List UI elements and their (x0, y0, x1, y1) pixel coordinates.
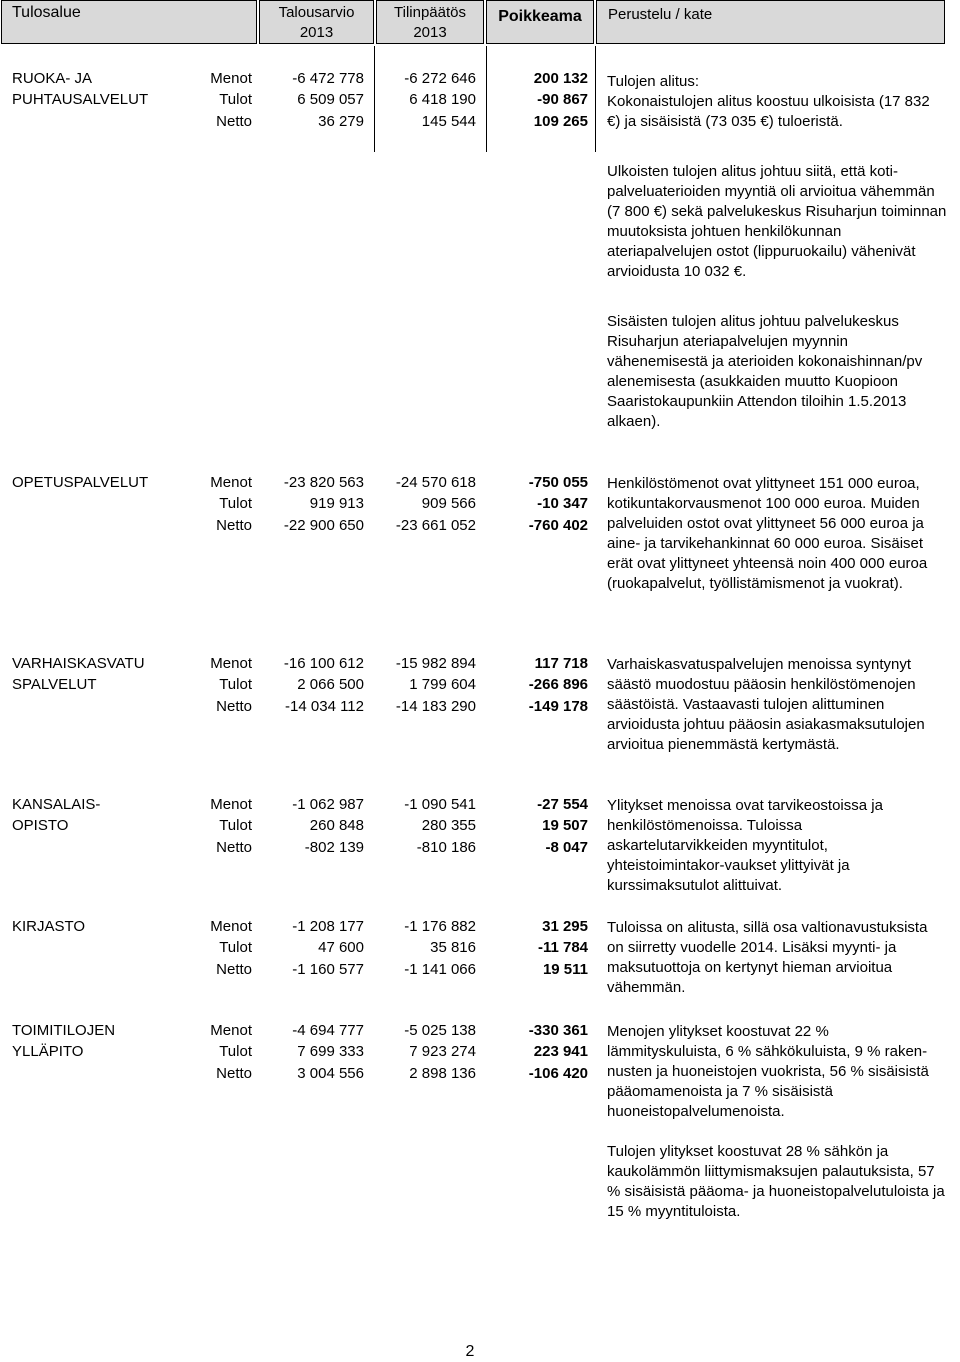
budget-value: -23 820 563 (283, 474, 364, 491)
actual-value: -810 186 (416, 839, 476, 856)
column-divider (486, 46, 487, 152)
unit-name-line: YLLÄPITO (12, 1043, 84, 1060)
diff-value: -330 361 (528, 1022, 588, 1039)
diff-value: -760 402 (528, 517, 588, 534)
header-budget (259, 0, 374, 44)
explanation-paragraph: Menojen ylitykset koostuvat 22 % lämmityskuluista, 6 % sähkökuluista, 9 % raken-nusten ja huoneistojen vuokrista, 56 % sisäisistä pääomamenoista ja 7 % sisäisistä huoneistopalvelumenoista. (607, 1023, 929, 1120)
header-basis (596, 0, 945, 44)
diff-value: 117 718 (534, 655, 588, 672)
header-budget-line2: 2013 (299, 24, 334, 41)
diff-value: -106 420 (528, 1065, 588, 1082)
unit-name-line: OPISTO (12, 817, 69, 834)
header-diff-label: Poikkeama (498, 8, 582, 25)
header-budget-line1: Talousarvio (278, 4, 355, 21)
row-label-netto: Netto (216, 1065, 252, 1082)
unit-name (12, 794, 192, 836)
actual-value: 1 799 604 (409, 676, 476, 693)
row-label-netto: Netto (216, 113, 252, 130)
budget-value: 36 279 (318, 113, 364, 130)
budget-value: -1 160 577 (292, 961, 364, 978)
row-label-tulot: Tulot (219, 939, 252, 956)
diff-value: 200 132 (533, 70, 588, 87)
budget-value: 7 699 333 (297, 1043, 364, 1060)
budget-value: 3 004 556 (297, 1065, 364, 1082)
diff-value: -11 784 (537, 939, 588, 956)
actual-value: 145 544 (421, 113, 476, 130)
unit-name (12, 916, 192, 937)
diff-value: -10 347 (537, 495, 588, 512)
row-label-netto: Netto (216, 698, 252, 715)
explanation-paragraph: Sisäisten tulojen alitus johtuu palvelukeskus Risuharjun ateriapalvelujen myynnin vähenemisestä ja aterioiden kokonaishinnan/pv alenemisesta (asukkaiden muutto Kuopioon Saaristokaupunkiin Attendon tiloihin 1.5.2013 alkaen). (607, 313, 923, 430)
unit-name (12, 653, 192, 695)
explanation-paragraph: Ylitykset menoissa ovat tarvikeostoissa ja henkilöstömenoissa. Tuloissa askartelutarvikkeiden myyntitulot, yhteistoimintakor-vaukset ylittyivät ja kurssimaksutulot alittuivat. (607, 797, 883, 894)
actual-value: 6 418 190 (409, 91, 476, 108)
diff-value: -149 178 (528, 698, 588, 715)
unit-name (12, 1020, 192, 1062)
diff-value: 19 511 (542, 961, 588, 978)
actual-value: -14 183 290 (395, 698, 476, 715)
diff-value: -27 554 (537, 796, 588, 813)
row-label-menot: Menot (210, 70, 252, 87)
header-diff (486, 0, 594, 44)
budget-value: -1 208 177 (292, 918, 364, 935)
budget-value: -802 139 (304, 839, 364, 856)
row-label-tulot: Tulot (219, 91, 252, 108)
budget-value: -4 694 777 (292, 1022, 364, 1039)
actual-value: -24 570 618 (395, 474, 476, 491)
actual-value: 909 566 (421, 495, 476, 512)
row-label-menot: Menot (210, 474, 252, 491)
unit-name-line: PUHTAUSALVELUT (12, 91, 149, 108)
unit-name-line: KANSALAIS- (12, 796, 101, 813)
header-actual-line1: Tilinpäätös (394, 4, 466, 21)
header-area (1, 0, 257, 44)
unit-name-line: VARHAISKASVATU (12, 655, 145, 672)
row-label-menot: Menot (210, 655, 252, 672)
diff-value: 223 941 (533, 1043, 588, 1060)
budget-value: 260 848 (309, 817, 364, 834)
actual-value: 7 923 274 (409, 1043, 476, 1060)
actual-value: -23 661 052 (395, 517, 476, 534)
row-label-netto: Netto (216, 839, 252, 856)
column-divider (374, 46, 375, 152)
budget-value: 2 066 500 (297, 676, 364, 693)
diff-value: -266 896 (528, 676, 588, 693)
actual-value: -6 272 646 (404, 70, 476, 87)
row-label-netto: Netto (216, 961, 252, 978)
actual-value: 2 898 136 (409, 1065, 476, 1082)
column-divider (595, 46, 596, 152)
actual-value: -1 090 541 (404, 796, 476, 813)
budget-value: -22 900 650 (283, 517, 364, 534)
budget-value: -16 100 612 (283, 655, 364, 672)
diff-value: -750 055 (528, 474, 588, 491)
explanation-paragraph: Tuloissa on alitusta, sillä osa valtionavustuksista on siirretty vuodelle 2014. Lisäksi myynti- ja maksutuottoja on kertynyt hieman arvioitua vähemmän. (607, 919, 928, 996)
explanation-paragraph: Ulkoisten tulojen alitus johtuu siitä, että koti-palveluaterioiden myyntiä oli arvioitua vähemmän (7 800 €) sekä palvelukeskus Risuharjun toiminnan muutoksista johtuen henkilökunnan ateriapalvelujen ostot (lippuruokailu) vähenivät arvioidusta 10 032 €. (607, 163, 947, 280)
actual-value: 35 816 (430, 939, 476, 956)
unit-name-line: SPALVELUT (12, 676, 97, 693)
unit-name-line: OPETUSPALVELUT (12, 474, 149, 491)
budget-value: 6 509 057 (297, 91, 364, 108)
header-area-label: Tulosalue (12, 4, 81, 21)
header-basis-label: Perustelu / kate (608, 6, 713, 23)
actual-value: -1 176 882 (404, 918, 476, 935)
row-label-menot: Menot (210, 918, 252, 935)
row-label-tulot: Tulot (219, 676, 252, 693)
header-actual (376, 0, 484, 44)
page-number: 2 (465, 1343, 475, 1360)
table-header (0, 0, 945, 46)
explanation-paragraph: Tulojen ylitykset koostuvat 28 % sähkön ja kaukolämmön liittymismaksujen palautuksista, 57 % sisäisistä pääoma- ja huoneistopalvelutuloista ja 15 % myyntituloista. (607, 1143, 945, 1220)
unit-name (12, 68, 192, 110)
actual-value: -15 982 894 (395, 655, 476, 672)
explanation-paragraph: Varhaiskasvatuspalvelujen menoissa syntynyt säästö muodostuu pääosin henkilöstömenojen säästöistä. Vastaavasti tulojen alittuminen arvioidusta johtuu pääosin asiakasmaksutulojen arvioitua pienemmästä kertymästä. (607, 656, 925, 753)
unit-name-line: TOIMITILOJEN (12, 1022, 116, 1039)
row-label-menot: Menot (210, 796, 252, 813)
unit-name-line: KIRJASTO (12, 918, 86, 935)
actual-value: -5 025 138 (404, 1022, 476, 1039)
diff-value: 19 507 (542, 817, 588, 834)
row-label-tulot: Tulot (219, 1043, 252, 1060)
budget-value: 919 913 (309, 495, 364, 512)
budget-value: -1 062 987 (292, 796, 364, 813)
budget-value: -6 472 778 (292, 70, 364, 87)
row-label-tulot: Tulot (219, 817, 252, 834)
actual-value: -1 141 066 (404, 961, 476, 978)
row-label-netto: Netto (216, 517, 252, 534)
row-label-menot: Menot (210, 1022, 252, 1039)
unit-name-line: RUOKA- JA (12, 70, 93, 87)
diff-value: 31 295 (542, 918, 588, 935)
budget-value: -14 034 112 (285, 698, 364, 715)
diff-value: 109 265 (533, 113, 588, 130)
unit-name (12, 472, 192, 493)
explanation-paragraph: Henkilöstömenot ovat ylittyneet 151 000 euroa, kotikuntakorvausmenot 100 000 euroa. Muiden palveluiden ostot ovat ylittyneet 56 000 euroa ja aine- ja tarvikehankinnat 60 000 euroa. Sisäiset erät ovat ylittyneet yhteensä noin 400 000 euroa (ruokapalvelut, työllistämismenot ja vuokrat). (607, 475, 928, 592)
actual-value: 280 355 (421, 817, 476, 834)
explanation-paragraph: Tulojen alitus: Kokonaistulojen alitus koostuu ulkoisista (17 832 €) ja sisäisistä (73 035 €) tuloeristä. (607, 73, 930, 130)
diff-value: -90 867 (537, 91, 588, 108)
row-label-tulot: Tulot (219, 495, 252, 512)
budget-value: 47 600 (318, 939, 364, 956)
diff-value: -8 047 (545, 839, 588, 856)
header-actual-line2: 2013 (413, 24, 447, 41)
